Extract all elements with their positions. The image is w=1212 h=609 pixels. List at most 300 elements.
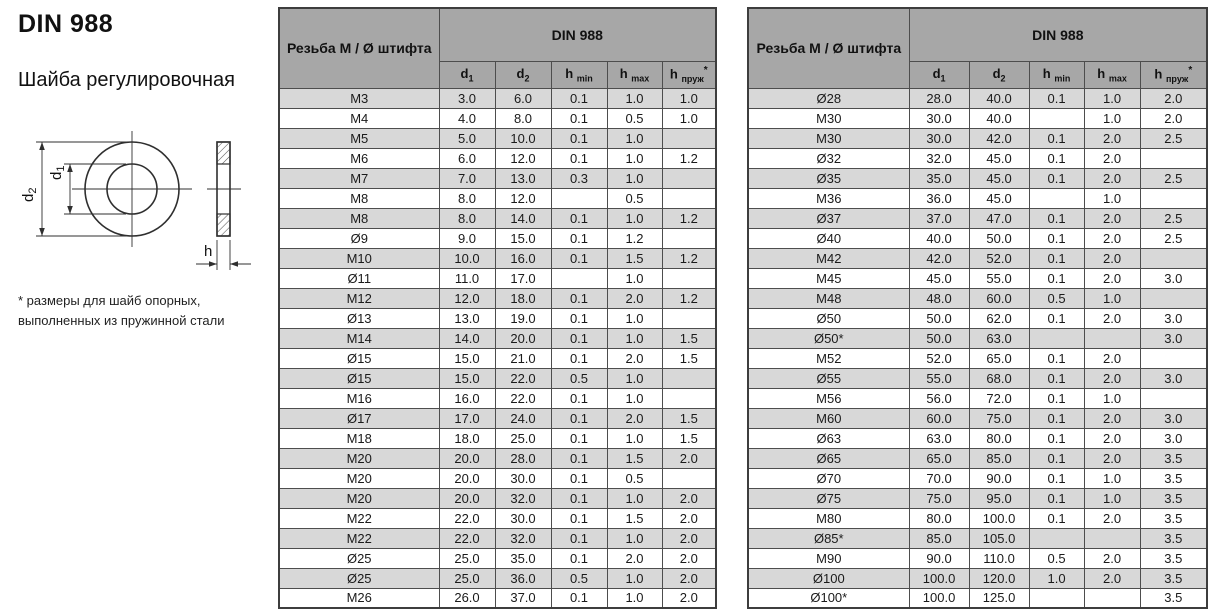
dimension-value-cell: 85.0 bbox=[969, 448, 1029, 468]
dimension-value-cell: 0.1 bbox=[551, 488, 607, 508]
thread-size-cell: Ø9 bbox=[279, 228, 439, 248]
thread-size-cell: M48 bbox=[748, 288, 909, 308]
dimension-value-cell: 100.0 bbox=[909, 588, 969, 608]
table-row bbox=[279, 508, 716, 528]
dimension-value-cell: 0.1 bbox=[1029, 408, 1084, 428]
dimension-value-cell: 105.0 bbox=[969, 528, 1029, 548]
dimension-value-cell: 0.1 bbox=[551, 208, 607, 228]
table-row bbox=[279, 448, 716, 468]
table-row bbox=[748, 548, 1207, 568]
table-row bbox=[279, 408, 716, 428]
thread-size-cell: M45 bbox=[748, 268, 909, 288]
page-subtitle: Шайба регулировочная bbox=[18, 69, 235, 91]
dimension-value-cell: 1.0 bbox=[1084, 488, 1140, 508]
thread-size-cell: Ø70 bbox=[748, 468, 909, 488]
table-row bbox=[279, 208, 716, 228]
table-row bbox=[748, 168, 1207, 188]
dimension-value-cell bbox=[551, 268, 607, 288]
dimension-value-cell bbox=[1029, 188, 1084, 208]
dimension-value-cell: 40.0 bbox=[909, 228, 969, 248]
table-right-header bbox=[748, 8, 1207, 88]
page-title: DIN 988 bbox=[18, 10, 114, 38]
dimension-value-cell: 0.1 bbox=[551, 408, 607, 428]
dimension-value-cell: 2.0 bbox=[607, 408, 662, 428]
thread-size-cell: Ø15 bbox=[279, 368, 439, 388]
table-row bbox=[748, 208, 1207, 228]
thread-size-cell: M80 bbox=[748, 508, 909, 528]
table-row bbox=[748, 188, 1207, 208]
dimension-value-cell: 2.0 bbox=[662, 488, 716, 508]
dimension-value-cell: 1.0 bbox=[662, 108, 716, 128]
table-row bbox=[279, 488, 716, 508]
dimension-value-cell: 17.0 bbox=[439, 408, 495, 428]
dimension-value-cell: 2.5 bbox=[1140, 228, 1207, 248]
dimension-value-cell: 1.0 bbox=[607, 568, 662, 588]
dimension-value-cell: 10.0 bbox=[495, 128, 551, 148]
dimension-value-cell: 3.5 bbox=[1140, 588, 1207, 608]
dimension-value-cell: 20.0 bbox=[439, 448, 495, 468]
dimension-value-cell bbox=[662, 168, 716, 188]
dimension-value-cell: 36.0 bbox=[909, 188, 969, 208]
dimension-value-cell: 1.5 bbox=[662, 328, 716, 348]
dimension-value-cell: 26.0 bbox=[439, 588, 495, 608]
dimension-value-cell: 8.0 bbox=[439, 208, 495, 228]
dimension-value-cell: 2.5 bbox=[1140, 168, 1207, 188]
thread-size-cell: Ø85* bbox=[748, 528, 909, 548]
table-row bbox=[748, 128, 1207, 148]
dimension-value-cell: 0.5 bbox=[551, 568, 607, 588]
dimension-value-cell: 32.0 bbox=[909, 148, 969, 168]
dimension-value-cell: 0.1 bbox=[551, 468, 607, 488]
dimension-value-cell: 52.0 bbox=[969, 248, 1029, 268]
dimension-value-cell: 0.1 bbox=[551, 288, 607, 308]
dimension-value-cell: 1.2 bbox=[662, 208, 716, 228]
thread-size-cell: M90 bbox=[748, 548, 909, 568]
column-header-d1: $d_1$ bbox=[909, 61, 969, 88]
thread-size-cell: Ø50 bbox=[748, 308, 909, 328]
dimension-value-cell bbox=[1029, 108, 1084, 128]
table-right-body bbox=[748, 88, 1207, 608]
thread-size-cell: M18 bbox=[279, 428, 439, 448]
table-row bbox=[279, 88, 716, 108]
table-row bbox=[279, 128, 716, 148]
dimension-value-cell: 1.0 bbox=[607, 208, 662, 228]
dimension-value-cell: 0.1 bbox=[1029, 428, 1084, 448]
thread-size-cell: M14 bbox=[279, 328, 439, 348]
dimension-value-cell: 2.0 bbox=[1140, 108, 1207, 128]
dimension-value-cell: 2.0 bbox=[1084, 368, 1140, 388]
column-header-thread: Резьба М / Ø штифта bbox=[748, 8, 909, 88]
dimension-value-cell: 3.5 bbox=[1140, 448, 1207, 468]
dimension-value-cell: 55.0 bbox=[909, 368, 969, 388]
column-header-hspring: h $_{пруж}$* bbox=[662, 61, 716, 88]
dimension-value-cell: 1.0 bbox=[1084, 88, 1140, 108]
dimension-value-cell: 2.0 bbox=[662, 588, 716, 608]
thread-size-cell: M22 bbox=[279, 528, 439, 548]
dimension-value-cell: 45.0 bbox=[969, 148, 1029, 168]
dimension-value-cell: 0.5 bbox=[1029, 288, 1084, 308]
dimension-value-cell: 0.1 bbox=[1029, 228, 1084, 248]
thread-size-cell: M20 bbox=[279, 448, 439, 468]
thread-size-cell: Ø28 bbox=[748, 88, 909, 108]
dimension-value-cell: 1.0 bbox=[1084, 468, 1140, 488]
column-header-hmin: h $_{min}$ bbox=[1029, 61, 1084, 88]
dimension-value-cell: 45.0 bbox=[969, 168, 1029, 188]
dimension-value-cell: 3.0 bbox=[1140, 408, 1207, 428]
dimension-value-cell: 25.0 bbox=[495, 428, 551, 448]
table-row bbox=[748, 488, 1207, 508]
dimension-value-cell: 75.0 bbox=[909, 488, 969, 508]
dimension-value-cell: 1.5 bbox=[607, 448, 662, 468]
dimension-value-cell: 10.0 bbox=[439, 248, 495, 268]
thread-size-cell: Ø50* bbox=[748, 328, 909, 348]
table-row bbox=[279, 348, 716, 368]
dimension-value-cell: 0.1 bbox=[551, 528, 607, 548]
dimension-value-cell: 12.0 bbox=[495, 188, 551, 208]
table-row bbox=[748, 268, 1207, 288]
table-row bbox=[279, 308, 716, 328]
dimension-value-cell: 1.0 bbox=[662, 88, 716, 108]
thread-size-cell: M3 bbox=[279, 88, 439, 108]
dimension-value-cell: 2.0 bbox=[1084, 448, 1140, 468]
dimension-value-cell: 0.1 bbox=[1029, 308, 1084, 328]
dimension-value-cell: 125.0 bbox=[969, 588, 1029, 608]
dimension-value-cell: 50.0 bbox=[909, 328, 969, 348]
dimension-value-cell: 14.0 bbox=[495, 208, 551, 228]
thread-size-cell: M30 bbox=[748, 128, 909, 148]
dimension-value-cell: 2.0 bbox=[607, 548, 662, 568]
dimension-value-cell: 55.0 bbox=[969, 268, 1029, 288]
thread-size-cell: M26 bbox=[279, 588, 439, 608]
dimension-value-cell bbox=[1084, 328, 1140, 348]
dimension-value-cell: 80.0 bbox=[969, 428, 1029, 448]
dimension-value-cell: 110.0 bbox=[969, 548, 1029, 568]
dimension-value-cell: 0.1 bbox=[1029, 88, 1084, 108]
dimension-value-cell: 60.0 bbox=[909, 408, 969, 428]
left-panel bbox=[0, 0, 278, 609]
dimension-value-cell: 1.0 bbox=[607, 528, 662, 548]
din988-table-left bbox=[278, 7, 717, 609]
dimension-value-cell: 0.1 bbox=[1029, 468, 1084, 488]
dimension-value-cell: 12.0 bbox=[495, 148, 551, 168]
thread-size-cell: M16 bbox=[279, 388, 439, 408]
table-row bbox=[279, 388, 716, 408]
table-row bbox=[279, 468, 716, 488]
dimension-value-cell: 6.0 bbox=[439, 148, 495, 168]
dimension-value-cell: 2.0 bbox=[1084, 568, 1140, 588]
dimension-value-cell: 1.2 bbox=[662, 248, 716, 268]
dimension-value-cell bbox=[1029, 528, 1084, 548]
dimension-value-cell: 100.0 bbox=[909, 568, 969, 588]
thread-size-cell: Ø32 bbox=[748, 148, 909, 168]
dimension-value-cell: 0.5 bbox=[1029, 548, 1084, 568]
dimension-value-cell: 28.0 bbox=[495, 448, 551, 468]
dimension-value-cell bbox=[1084, 588, 1140, 608]
dimension-value-cell: 1.5 bbox=[662, 408, 716, 428]
dimension-value-cell: 0.1 bbox=[551, 228, 607, 248]
thread-size-cell: Ø75 bbox=[748, 488, 909, 508]
table-row bbox=[279, 228, 716, 248]
dimension-value-cell: 3.0 bbox=[1140, 328, 1207, 348]
thread-size-cell: M6 bbox=[279, 148, 439, 168]
dimension-value-cell: 0.1 bbox=[551, 548, 607, 568]
footnote bbox=[18, 291, 274, 331]
table-row bbox=[279, 288, 716, 308]
dimension-value-cell: 0.1 bbox=[1029, 388, 1084, 408]
thread-size-cell: Ø17 bbox=[279, 408, 439, 428]
dimension-value-cell: 22.0 bbox=[439, 508, 495, 528]
table-row bbox=[748, 288, 1207, 308]
dimension-value-cell: 0.1 bbox=[1029, 148, 1084, 168]
dimension-value-cell: 0.1 bbox=[1029, 128, 1084, 148]
dimension-value-cell: 63.0 bbox=[909, 428, 969, 448]
dimension-value-cell: 0.1 bbox=[551, 108, 607, 128]
dimension-value-cell: 30.0 bbox=[909, 108, 969, 128]
dimension-value-cell bbox=[1140, 188, 1207, 208]
dimension-value-cell: 47.0 bbox=[969, 208, 1029, 228]
dimension-value-cell: 30.0 bbox=[909, 128, 969, 148]
dimension-value-cell: 3.5 bbox=[1140, 468, 1207, 488]
dimension-value-cell: 3.5 bbox=[1140, 528, 1207, 548]
dimension-value-cell: 68.0 bbox=[969, 368, 1029, 388]
dimension-value-cell: 37.0 bbox=[495, 588, 551, 608]
dimension-h bbox=[196, 240, 251, 270]
thread-size-cell: Ø55 bbox=[748, 368, 909, 388]
d2-label: $d_2$ bbox=[20, 187, 39, 202]
dimension-value-cell: 3.0 bbox=[1140, 368, 1207, 388]
table-row bbox=[748, 108, 1207, 128]
table-row bbox=[279, 548, 716, 568]
dimension-value-cell: 18.0 bbox=[495, 288, 551, 308]
table-row bbox=[748, 328, 1207, 348]
column-header-d1: $d_1$ bbox=[439, 61, 495, 88]
thread-size-cell: Ø25 bbox=[279, 568, 439, 588]
dimension-value-cell: 2.0 bbox=[1084, 348, 1140, 368]
dimension-value-cell: 2.0 bbox=[1084, 268, 1140, 288]
column-header-hmax: h $_{max}$ bbox=[607, 61, 662, 88]
dimension-value-cell: 1.0 bbox=[607, 168, 662, 188]
washer-technical-drawing bbox=[20, 104, 274, 281]
thread-size-cell: Ø35 bbox=[748, 168, 909, 188]
dimension-value-cell: 22.0 bbox=[439, 528, 495, 548]
thread-size-cell: Ø63 bbox=[748, 428, 909, 448]
dimension-value-cell: 30.0 bbox=[495, 468, 551, 488]
dimension-value-cell: 25.0 bbox=[439, 548, 495, 568]
dimension-value-cell: 62.0 bbox=[969, 308, 1029, 328]
dimension-value-cell: 0.1 bbox=[1029, 488, 1084, 508]
dimension-value-cell bbox=[1140, 288, 1207, 308]
dimension-value-cell: 1.0 bbox=[607, 328, 662, 348]
dimension-value-cell: 9.0 bbox=[439, 228, 495, 248]
dimension-value-cell bbox=[1140, 348, 1207, 368]
table-row bbox=[748, 508, 1207, 528]
dimension-value-cell: 1.0 bbox=[1084, 388, 1140, 408]
dimension-value-cell: 30.0 bbox=[495, 508, 551, 528]
dimension-value-cell bbox=[662, 368, 716, 388]
dimension-value-cell: 100.0 bbox=[969, 508, 1029, 528]
dimension-value-cell: 36.0 bbox=[495, 568, 551, 588]
dimension-value-cell: 2.0 bbox=[607, 288, 662, 308]
table-row bbox=[748, 588, 1207, 608]
dimension-value-cell: 56.0 bbox=[909, 388, 969, 408]
table-row bbox=[748, 448, 1207, 468]
dimension-value-cell: 16.0 bbox=[495, 248, 551, 268]
thread-size-cell: M60 bbox=[748, 408, 909, 428]
table-row bbox=[279, 108, 716, 128]
thread-size-cell: Ø15 bbox=[279, 348, 439, 368]
dimension-value-cell: 0.1 bbox=[551, 128, 607, 148]
thread-size-cell: M56 bbox=[748, 388, 909, 408]
thread-size-cell: M8 bbox=[279, 208, 439, 228]
dimension-value-cell bbox=[1140, 148, 1207, 168]
dimension-value-cell: 1.0 bbox=[607, 308, 662, 328]
dimension-value-cell: 1.5 bbox=[607, 508, 662, 528]
dimension-value-cell: 2.0 bbox=[1084, 168, 1140, 188]
table-row bbox=[279, 248, 716, 268]
dimension-value-cell: 60.0 bbox=[969, 288, 1029, 308]
dimension-value-cell: 2.0 bbox=[1084, 208, 1140, 228]
dimension-value-cell: 1.5 bbox=[607, 248, 662, 268]
dimension-value-cell: 90.0 bbox=[969, 468, 1029, 488]
dimension-value-cell: 2.0 bbox=[662, 528, 716, 548]
table-row bbox=[279, 268, 716, 288]
dimension-value-cell bbox=[1140, 248, 1207, 268]
dimension-value-cell: 1.2 bbox=[662, 148, 716, 168]
dimension-value-cell: 13.0 bbox=[495, 168, 551, 188]
dimension-value-cell: 0.1 bbox=[1029, 508, 1084, 528]
dimension-value-cell: 2.5 bbox=[1140, 208, 1207, 228]
thread-size-cell: M20 bbox=[279, 468, 439, 488]
dimension-value-cell: 95.0 bbox=[969, 488, 1029, 508]
thread-size-cell: M5 bbox=[279, 128, 439, 148]
dimension-value-cell: 75.0 bbox=[969, 408, 1029, 428]
dimension-value-cell: 3.5 bbox=[1140, 488, 1207, 508]
table-row bbox=[748, 388, 1207, 408]
table-row bbox=[748, 248, 1207, 268]
dimension-value-cell bbox=[662, 188, 716, 208]
dimension-value-cell: 85.0 bbox=[909, 528, 969, 548]
thread-size-cell: M30 bbox=[748, 108, 909, 128]
dimension-value-cell: 2.0 bbox=[1140, 88, 1207, 108]
dimension-value-cell: 3.0 bbox=[1140, 308, 1207, 328]
dimension-value-cell: 42.0 bbox=[909, 248, 969, 268]
dimension-value-cell: 2.0 bbox=[1084, 148, 1140, 168]
dimension-value-cell: 45.0 bbox=[909, 268, 969, 288]
dimension-value-cell: 45.0 bbox=[969, 188, 1029, 208]
column-header-hmin: h $_{min}$ bbox=[551, 61, 607, 88]
dimension-value-cell bbox=[662, 468, 716, 488]
dimension-value-cell: 21.0 bbox=[495, 348, 551, 368]
dimension-value-cell: 37.0 bbox=[909, 208, 969, 228]
dimension-value-cell: 2.0 bbox=[1084, 308, 1140, 328]
dimension-value-cell: 1.0 bbox=[1084, 188, 1140, 208]
thread-size-cell: Ø37 bbox=[748, 208, 909, 228]
dimension-value-cell: 8.0 bbox=[495, 108, 551, 128]
thread-size-cell: M7 bbox=[279, 168, 439, 188]
dimension-value-cell: 3.5 bbox=[1140, 548, 1207, 568]
washer-front-view bbox=[72, 131, 192, 247]
table-row bbox=[279, 188, 716, 208]
dimension-value-cell: 0.3 bbox=[551, 168, 607, 188]
dimension-value-cell: 0.1 bbox=[1029, 168, 1084, 188]
dimension-value-cell: 65.0 bbox=[909, 448, 969, 468]
table-row bbox=[279, 568, 716, 588]
dimension-value-cell: 0.5 bbox=[607, 468, 662, 488]
thread-size-cell: Ø100* bbox=[748, 588, 909, 608]
thread-size-cell: M4 bbox=[279, 108, 439, 128]
table-row bbox=[748, 308, 1207, 328]
table-row bbox=[748, 428, 1207, 448]
dimension-value-cell: 0.1 bbox=[551, 328, 607, 348]
table-row bbox=[748, 228, 1207, 248]
thread-size-cell: M36 bbox=[748, 188, 909, 208]
dimension-value-cell: 50.0 bbox=[969, 228, 1029, 248]
column-header-hspring: h $_{пруж}$* bbox=[1140, 61, 1207, 88]
dimension-value-cell: 1.0 bbox=[607, 388, 662, 408]
h-label: h bbox=[204, 243, 213, 260]
dimension-value-cell: 4.0 bbox=[439, 108, 495, 128]
dimension-value-cell: 3.5 bbox=[1140, 568, 1207, 588]
dimension-value-cell: 0.1 bbox=[1029, 268, 1084, 288]
dimension-value-cell: 25.0 bbox=[439, 568, 495, 588]
dimension-value-cell: 32.0 bbox=[495, 528, 551, 548]
dimension-value-cell: 3.0 bbox=[439, 88, 495, 108]
dimension-value-cell: 2.0 bbox=[1084, 428, 1140, 448]
table-row bbox=[279, 588, 716, 608]
dimension-value-cell: 17.0 bbox=[495, 268, 551, 288]
column-header-group-din988: DIN 988 bbox=[439, 8, 716, 61]
dimension-value-cell: 0.1 bbox=[551, 388, 607, 408]
dimension-value-cell: 72.0 bbox=[969, 388, 1029, 408]
dimension-value-cell: 11.0 bbox=[439, 268, 495, 288]
table-row bbox=[748, 408, 1207, 428]
dimension-value-cell: 0.5 bbox=[607, 188, 662, 208]
thread-size-cell: M20 bbox=[279, 488, 439, 508]
dimension-value-cell: 2.0 bbox=[1084, 248, 1140, 268]
dimension-value-cell: 20.0 bbox=[439, 468, 495, 488]
dimension-value-cell: 15.0 bbox=[439, 348, 495, 368]
dimension-value-cell: 8.0 bbox=[439, 188, 495, 208]
dimension-value-cell bbox=[1140, 388, 1207, 408]
dimension-value-cell: 2.0 bbox=[1084, 508, 1140, 528]
column-header-hmax: h $_{max}$ bbox=[1084, 61, 1140, 88]
table-row bbox=[279, 428, 716, 448]
dimension-value-cell: 0.5 bbox=[607, 108, 662, 128]
dimension-value-cell: 1.2 bbox=[607, 228, 662, 248]
dimension-value-cell: 19.0 bbox=[495, 308, 551, 328]
dimension-value-cell: 1.0 bbox=[607, 128, 662, 148]
dimension-value-cell: 35.0 bbox=[909, 168, 969, 188]
dimension-value-cell: 0.1 bbox=[551, 348, 607, 368]
dimension-value-cell: 2.0 bbox=[662, 548, 716, 568]
dimension-value-cell: 1.2 bbox=[662, 288, 716, 308]
dimension-value-cell: 1.0 bbox=[607, 588, 662, 608]
dimension-value-cell: 13.0 bbox=[439, 308, 495, 328]
washer-side-view bbox=[207, 142, 241, 236]
dimension-value-cell: 1.5 bbox=[662, 428, 716, 448]
dimension-value-cell: 0.1 bbox=[1029, 368, 1084, 388]
table-row bbox=[748, 568, 1207, 588]
dimension-value-cell: 2.0 bbox=[1084, 408, 1140, 428]
dimension-value-cell: 12.0 bbox=[439, 288, 495, 308]
column-header-thread: Резьба М / Ø штифта bbox=[279, 8, 439, 88]
dimension-value-cell: 28.0 bbox=[909, 88, 969, 108]
dimension-value-cell: 0.1 bbox=[551, 588, 607, 608]
table-left-body bbox=[279, 88, 716, 608]
dimension-value-cell bbox=[1084, 528, 1140, 548]
dimension-value-cell: 5.0 bbox=[439, 128, 495, 148]
dimension-value-cell: 2.0 bbox=[1084, 128, 1140, 148]
